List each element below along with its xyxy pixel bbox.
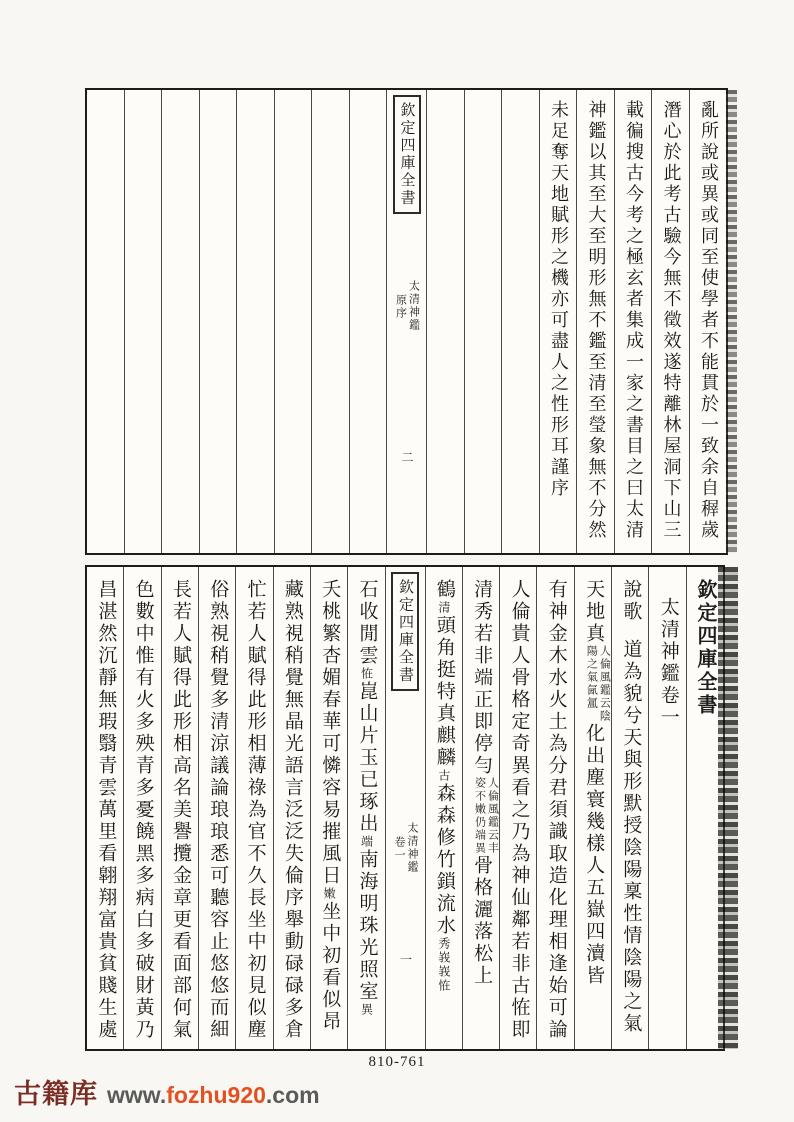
text-column [235, 567, 272, 1049]
column-text: 藏熟視稍覺無晶光語言泛泛失倫序舉動碌碌多倉 [281, 579, 303, 1041]
annotation-text: 秀 [436, 937, 451, 951]
column-text: 神鑑以其至大至明形無不鑑至清至瑩象無不分然 [586, 100, 607, 541]
text-column [539, 90, 577, 553]
annotation-text: 異 [359, 1003, 374, 1017]
footer-page-number: 810-761 [368, 1054, 426, 1070]
empty-column [501, 90, 539, 553]
banxin-book-title: 太清神鑑 [406, 822, 418, 875]
column-text: 骨格灑落松上 [471, 855, 493, 987]
empty-column [199, 90, 237, 553]
empty-column [161, 90, 199, 553]
text-column [574, 567, 611, 1049]
watermark-url-highlight: fozhu920 [166, 1082, 266, 1108]
column-text: 人倫貴人骨格定奇異看之乃為神仙鄰若非古恠即 [508, 579, 530, 1041]
empty-column [274, 90, 312, 553]
text-column [310, 567, 347, 1049]
watermark-url-suffix: .com [265, 1082, 320, 1108]
column-text: 說歌 [620, 579, 642, 623]
column-text: 昌湛然沉靜無瑕翳青雲萬里看翶翔富貴貧賤生處 [95, 579, 117, 1041]
column-text: 石收閒雲 [356, 579, 378, 667]
banxin-column [385, 567, 425, 1049]
annotation-text: 清 [436, 601, 451, 615]
column-text: 化出塵寰幾樣人五嶽四瀆皆 [583, 723, 605, 987]
watermark-site-name: 古籍库 [14, 1079, 98, 1109]
column-text: 頭角挺特真麒麟 [433, 615, 455, 769]
text-column [87, 567, 123, 1049]
annotation-text: 人倫風鑑云陰陽之氣氤氲 [585, 645, 611, 723]
column-text: 道為貌兮天與形默授陰陽稟性情陰陽之氣 [620, 639, 642, 1035]
column-text: 坐中初看似昂 [319, 901, 341, 1033]
annotation-text: 嫩 [322, 887, 337, 901]
banxin-book-title: 太清神鑑 [407, 279, 420, 332]
banxin-section: 卷一 [393, 836, 405, 863]
column-text: 潛心於此考古驗今無不徵效遂特離林屋洞下山三 [661, 100, 682, 541]
banxin-section: 原序 [394, 293, 407, 320]
column-text: 天地真 [583, 579, 605, 645]
text-column [651, 90, 689, 553]
column-text: 未足奪天地賦形之機亦可盡人之性形耳謹序 [549, 100, 569, 499]
watermark-url [107, 1082, 320, 1109]
column-text: 色數中惟有火多殃青多憂饒黑多病白多破財黃乃 [132, 579, 154, 1041]
text-column [198, 567, 235, 1049]
banxin-column [386, 90, 426, 553]
column-text: 鶴 [433, 579, 455, 601]
column-text: 清秀若非端正即停勻 [471, 579, 493, 777]
annotation-text: 人倫風鑑云丰姿不嫩仍端異 [473, 777, 499, 855]
banxin-page-number: 一 [398, 952, 413, 968]
watermark [14, 1072, 320, 1111]
annotation-text: 古 [436, 769, 451, 783]
text-column [689, 90, 727, 553]
empty-column [311, 90, 349, 553]
annotation-text: 恠 [359, 667, 374, 681]
annotation-text: 端 [359, 835, 374, 849]
text-column [161, 567, 198, 1049]
empty-column [464, 90, 502, 553]
column-text: 有神金木水火土為分君須識取造化理相逢始可論 [545, 579, 567, 1041]
text-column [123, 567, 160, 1049]
annotation-text: 峩峩恠 [436, 951, 451, 993]
text-column [576, 90, 614, 553]
empty-column [87, 90, 124, 553]
text-column [614, 90, 652, 553]
column-text: 太清神鑑卷一 [657, 597, 679, 729]
banxin-title [392, 822, 418, 874]
watermark-url-prefix: www. [107, 1082, 167, 1108]
text-column [499, 567, 536, 1049]
empty-column [426, 90, 464, 553]
column-text: 南海明珠光照室 [356, 849, 378, 1003]
text-column [273, 567, 310, 1049]
text-column [648, 567, 685, 1049]
bottom-page-block [85, 565, 725, 1051]
column-text: 忙若人賦得此形相薄祿為官不久長坐中初見似塵 [244, 579, 266, 1041]
column-text: 森森修竹鎖流水 [433, 783, 455, 937]
text-column [347, 567, 384, 1049]
banxin-title [394, 280, 420, 332]
column-text: 亂所說或異或同至使學者不能貫於一致余自稺歲 [699, 100, 719, 541]
empty-column [349, 90, 387, 553]
column-text: 俗熟視稍覺多清涼議論琅琅悉可聽容止悠悠而細 [207, 579, 229, 1041]
column-text: 欽定四庫全書 [694, 579, 716, 717]
text-column [611, 567, 648, 1049]
banxin-header: 欽定四庫全書 [391, 572, 419, 691]
column-text: 崑山片玉已琢出 [356, 681, 378, 835]
scan-gutter-noise-top [726, 90, 737, 553]
scan-gutter-noise-bottom [718, 567, 738, 1049]
column-text: 夭桃繁杏媚春華可憐容易摧風日 [319, 579, 341, 887]
text-column [425, 567, 462, 1049]
text-column [462, 567, 499, 1049]
column-text: 載徧搜古今考之極玄者集成一家之書目之曰太清 [624, 100, 644, 541]
column-text: 長若人賦得此形相高名美譽攬金章更看面部何氣 [169, 579, 191, 1041]
empty-column [124, 90, 162, 553]
top-page-block [85, 88, 728, 555]
text-column [536, 567, 573, 1049]
banxin-page-number: 二 [400, 451, 414, 467]
empty-column [236, 90, 274, 553]
banxin-header: 欽定四庫全書 [393, 95, 421, 214]
